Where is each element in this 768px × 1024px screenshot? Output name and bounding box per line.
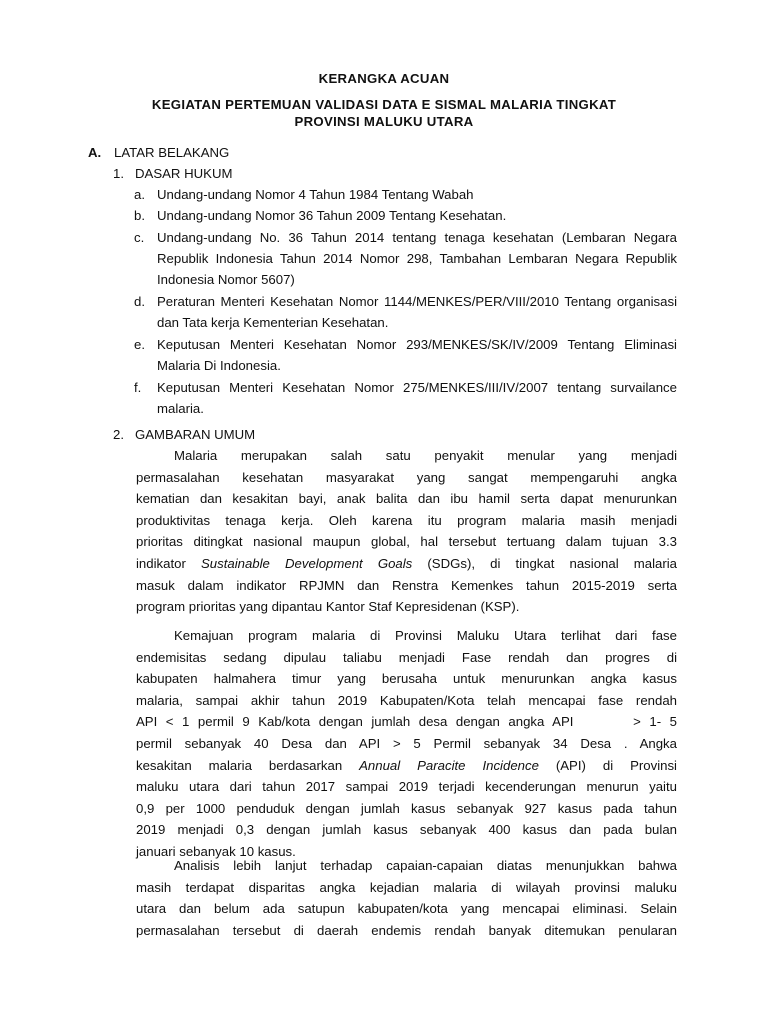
paragraph-line: masih terdapat disparitas angka kejadian malaria di wilayah provinsi maluku: [136, 879, 677, 895]
dasar-hukum-label: DASAR HUKUM: [135, 166, 233, 181]
list-item: [134, 227, 677, 290]
document-subtitle: [0, 96, 768, 130]
section-a-label: LATAR BELAKANG: [114, 145, 230, 160]
paragraph-line: prioritas ditingkat nasional maupun global, hal tersebut tertuang dalam tujuan 3.3: [136, 534, 677, 550]
text-run: indikator: [136, 555, 201, 571]
list-item-text: Keputusan Menteri Kesehatan Nomor 293/MENKES/SK/IV/2009 Tentang Eliminasi Malaria Di Indonesia.: [157, 337, 677, 373]
list-item-text: Undang-undang Nomor 4 Tahun 1984 Tentang Wabah: [157, 187, 474, 202]
paragraph-line: maluku utara dari tahun 2017 sampai 2019 terjadi kecenderungan menurun yaitu: [136, 779, 677, 795]
subtitle-line-1: KEGIATAN PERTEMUAN VALIDASI DATA E SISMAL MALARIA TINGKAT: [151, 97, 617, 112]
gambaran-umum-label: GAMBARAN UMUM: [135, 427, 256, 442]
gambaran-umum-heading: [113, 427, 255, 442]
dasar-hukum-number: 1.: [113, 166, 124, 181]
section-a-marker: A.: [88, 145, 102, 160]
paragraph-line: malaria, sampai akhir tahun 2019 Kabupaten/Kota telah mencapai fase rendah: [136, 692, 677, 708]
paragraph-2: [136, 625, 677, 863]
gambaran-umum-number: 2.: [113, 427, 124, 442]
paragraph-line: 0,9 per 1000 penduduk dengan jumlah kasus sebanyak 927 kasus pada tahun: [136, 800, 677, 816]
section-a-heading: [88, 145, 229, 160]
paragraph-line: [136, 755, 677, 777]
paragraph-line: Analisis lebih lanjut terhadap capaian-capaian diatas menunjukkan bahwa: [174, 858, 677, 873]
paragraph-line: permil sebanyak 40 Desa dan API > 5 Permil sebanyak 34 Desa . Angka: [136, 735, 677, 751]
list-item-letter: c.: [134, 230, 145, 245]
list-item-letter: f.: [134, 380, 142, 395]
list-item-letter: d.: [134, 294, 145, 309]
paragraph-line: permasalahan kesehatan masyarakat yang sangat mempengaruhi angka: [136, 469, 677, 485]
paragraph-line: januari sebanyak 10 kasus.: [136, 843, 296, 859]
paragraph-line: masuk dalam indikator RPJMN dan Renstra Kemenkes tahun 2015-2019 serta: [136, 577, 677, 593]
document-title: KERANGKA ACUAN: [318, 71, 450, 86]
paragraph-line: produktivitas tenaga kerja. Oleh karena itu program malaria masih menjadi: [136, 512, 677, 528]
list-item-text: Keputusan Menteri Kesehatan Nomor 275/MENKES/III/IV/2007 tentang survailance malaria.: [157, 380, 677, 416]
list-item-letter: a.: [134, 187, 145, 202]
list-item-letter: b.: [134, 208, 145, 223]
text-run: (API) di Provinsi: [538, 757, 677, 773]
paragraph-line: permasalahan tersebut di daerah endemis rendah banyak ditemukan penularan: [136, 922, 677, 938]
paragraph-3: [136, 855, 677, 941]
list-item: [134, 184, 677, 205]
paragraph-line: kematian dan kesakitan bayi, anak balita dan ibu hamil serta dapat menurunkan: [136, 491, 677, 507]
list-item-letter: e.: [134, 337, 145, 352]
italic-term: Annual Paracite Incidence: [359, 757, 539, 773]
list-item: [134, 291, 677, 333]
paragraph-line: endemisitas sedang dipulau taliabu menjadi Fase rendah dan progres di: [136, 649, 677, 665]
text-run: (SDGs), di tingkat nasional malaria: [412, 555, 677, 571]
paragraph-line: Kemajuan program malaria di Provinsi Maluku Utara terlihat dari fase: [174, 628, 677, 643]
list-item-text: Undang-undang Nomor 36 Tahun 2009 Tentang Kesehatan.: [157, 208, 507, 223]
paragraph-line: [136, 553, 677, 575]
dasar-hukum-list: [134, 184, 677, 419]
paragraph-line: API < 1 permil 9 Kab/kota dengan jumlah desa dengan angka API > 1- 5: [136, 714, 677, 730]
dasar-hukum-heading: [113, 166, 232, 181]
list-item: [134, 205, 677, 226]
paragraph-line: utara dan belum ada satupun kabupaten/kota yang mencapai eliminasi. Selain: [136, 901, 677, 917]
paragraph-line: kabupaten halmahera timur yang berusaha untuk menurunkan angka kasus: [136, 671, 677, 687]
text-run: kesakitan malaria berdasarkan: [136, 757, 360, 773]
paragraph-1: [136, 445, 677, 618]
italic-term: Sustainable Development Goals: [200, 555, 413, 571]
list-item: [134, 334, 677, 376]
list-item-text: Undang-undang No. 36 Tahun 2014 tentang tenaga kesehatan (Lembaran Negara Republik Indonesia Tahun 2014 Nomor 298, Tambahan Lembaran Negara Republik Indonesia Nomor 5607): [157, 230, 677, 287]
paragraph-line: Malaria merupakan salah satu penyakit menular yang menjadi: [174, 448, 677, 463]
paragraph-line: 2019 menjadi 0,3 dengan jumlah kasus sebanyak 400 kasus dan pada bulan: [136, 822, 677, 838]
list-item-text: Peraturan Menteri Kesehatan Nomor 1144/MENKES/PER/VIII/2010 Tentang organisasi dan Tata kerja Kementerian Kesehatan.: [157, 294, 677, 330]
list-item: [134, 377, 677, 419]
subtitle-line-2: PROVINSI MALUKU UTARA: [294, 114, 474, 129]
paragraph-line: program prioritas yang dipantau Kantor Staf Kepresidenan (KSP).: [136, 599, 520, 615]
